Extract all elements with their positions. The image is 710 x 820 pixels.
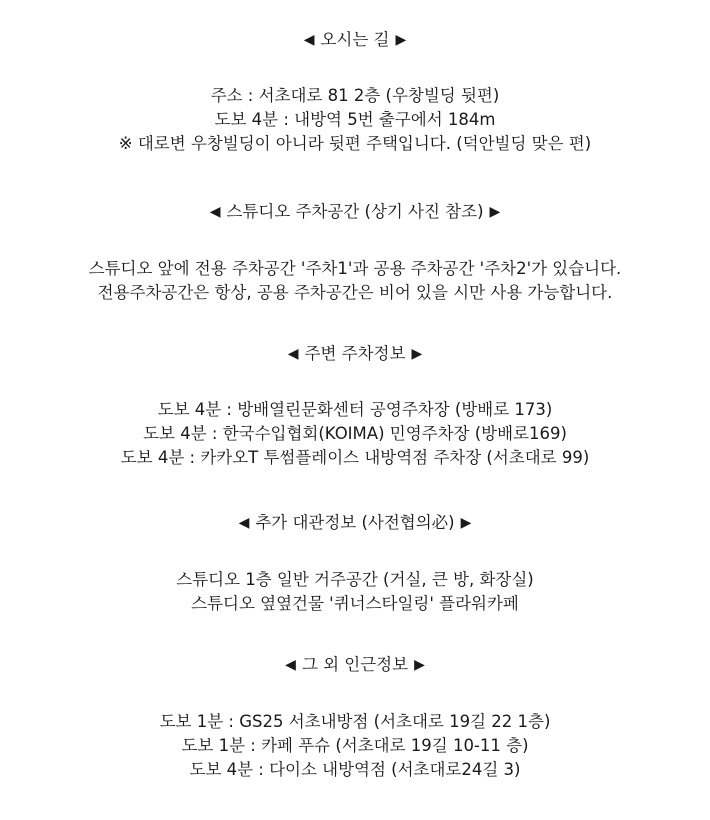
studio-parking-heading (0, 200, 710, 224)
walk-time-line: 도보 4분 : 내방역 5번 출구에서 184m (214, 110, 496, 129)
right-triangle-icon: ▶ (489, 204, 501, 220)
right-triangle-icon: ▶ (395, 32, 407, 48)
nearby-place-line: 도보 1분 : 카페 푸슈 (서초대로 19길 10-11 층) (181, 736, 529, 755)
note-line: ※ 대로변 우창빌딩이 아니라 뒷편 주택입니다. (덕안빌딩 맞은 편) (118, 134, 592, 153)
rental-line: 스튜디오 1층 일반 거주공간 (거실, 큰 방, 화장실) (176, 570, 534, 589)
nearby-place-line: 도보 1분 : GS25 서초내방점 (서초대로 19길 22 1층) (159, 712, 551, 731)
nearby-place-line: 도보 4분 : 다이소 내방역점 (서초대로24길 3) (189, 760, 521, 779)
rental-line: 스튜디오 옆옆건물 '퀴너스타일링' 플라워카페 (191, 594, 519, 613)
directions-heading-text: 오시는 길 (320, 30, 390, 49)
parking-option-line: 도보 4분 : 방배열린문화센터 공영주차장 (방배로 173) (157, 400, 553, 419)
right-triangle-icon: ▶ (414, 657, 425, 673)
parking-line: 스튜디오 앞에 전용 주차공간 '주차1'과 공용 주차공간 '주차2'가 있습니다. (88, 259, 622, 278)
studio-parking-section (0, 200, 710, 224)
right-triangle-icon: ▶ (460, 515, 472, 531)
nearby-parking-section (0, 342, 710, 366)
extra-rental-heading (0, 511, 710, 535)
address-line: 주소 : 서초대로 81 2층 (우창빌딩 뒷편) (210, 86, 500, 105)
left-triangle-icon: ◀ (209, 204, 221, 220)
directions-heading (0, 28, 710, 52)
left-triangle-icon: ◀ (287, 346, 299, 362)
nearby-info-heading (0, 653, 710, 677)
directions-section (0, 28, 710, 52)
nearby-info-body (0, 710, 710, 782)
studio-parking-heading-text: 스튜디오 주차공간 (상기 사진 참조) (226, 202, 484, 221)
left-triangle-icon: ◀ (303, 32, 315, 48)
nearby-parking-body (0, 398, 710, 470)
nearby-parking-heading-text: 주변 주차정보 (304, 344, 406, 363)
extra-rental-body (0, 568, 710, 616)
left-triangle-icon: ◀ (285, 657, 296, 673)
parking-option-line: 도보 4분 : 카카오T 투썸플레이스 내방역점 주차장 (서초대로 99) (120, 448, 590, 467)
nearby-parking-heading (0, 342, 710, 366)
nearby-info-section (0, 653, 710, 677)
parking-line: 전용주차공간은 항상, 공용 주차공간은 비어 있을 시만 사용 가능합니다. (97, 283, 613, 302)
parking-option-line: 도보 4분 : 한국수입협회(KOIMA) 민영주차장 (방배로169) (143, 424, 567, 443)
left-triangle-icon: ◀ (238, 515, 250, 531)
extra-rental-section (0, 511, 710, 535)
nearby-info-heading-text: 그 외 인근정보 (301, 655, 409, 674)
directions-body (0, 84, 710, 156)
studio-parking-body (0, 257, 710, 305)
extra-rental-heading-text: 추가 대관정보 (사전협의必) (255, 513, 455, 532)
right-triangle-icon: ▶ (411, 346, 423, 362)
